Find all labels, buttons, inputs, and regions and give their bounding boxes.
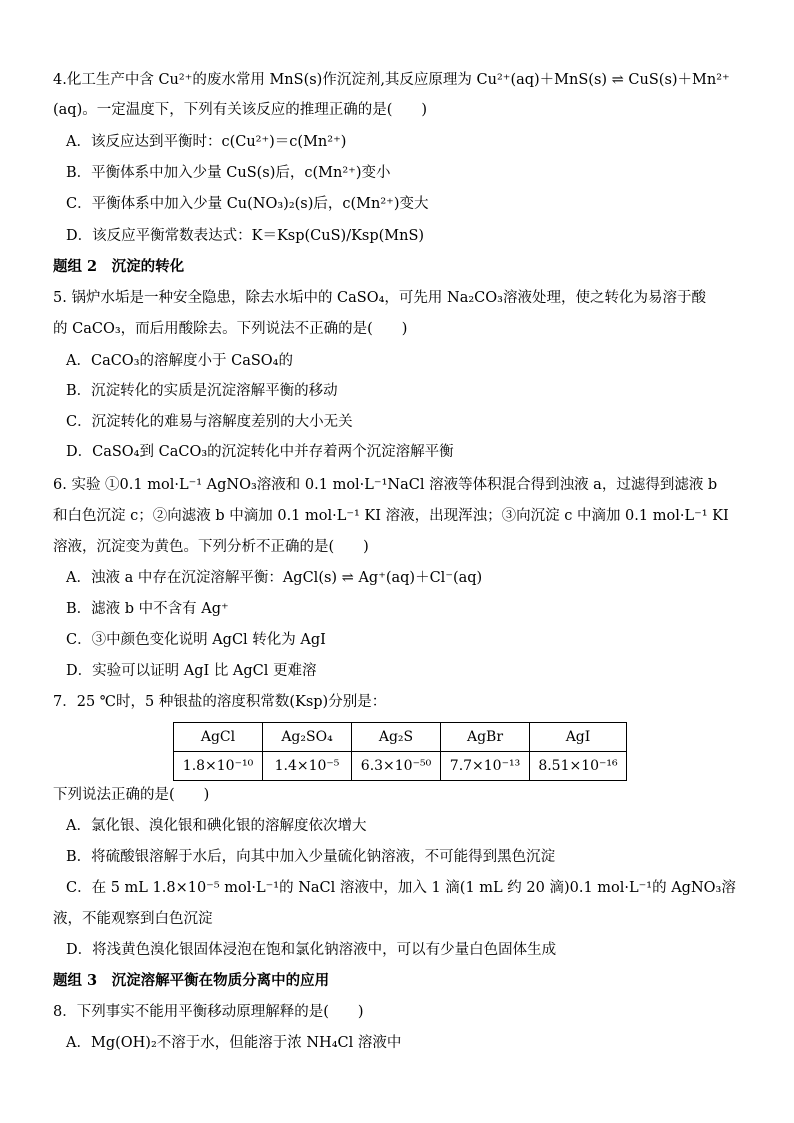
q7-option-c-line-1: C．在 5 mL 1.8×10⁻⁵ mol·L⁻¹的 NaCl 溶液中，加入 1 滴(1 mL 约 20 滴)0.1 mol·L⁻¹的 AgNO₃溶 <box>66 880 736 896</box>
q4-option-a: A．该反应达到平衡时：c(Cu²⁺)＝c(Mn²⁺) <box>66 134 347 150</box>
q6-option-b: B．滤液 b 中不含有 Ag⁺ <box>66 601 229 617</box>
q5-option-d: D．CaSO₄到 CaCO₃的沉淀转化中并存着两个沉淀溶解平衡 <box>66 444 454 460</box>
q6-stem-line-1: 6. 实验 ①0.1 mol·L⁻¹ AgNO₃溶液和 0.1 mol·L⁻¹NaCl 溶液等体积混合得到浊液 a，过滤得到滤液 b <box>53 477 718 493</box>
q6-stem-line-3: 溶液，沉淀变为黄色。下列分析不正确的是( ) <box>53 539 369 555</box>
q5-option-b: B．沉淀转化的实质是沉淀溶解平衡的移动 <box>66 383 338 399</box>
group-3-heading: 题组 3 沉淀溶解平衡在物质分离中的应用 <box>53 972 330 989</box>
q8-option-a: A．Mg(OH)₂不溶于水，但能溶于浓 NH₄Cl 溶液中 <box>66 1035 402 1051</box>
q7-option-b: B．将硫酸银溶解于水后，向其中加入少量硫化钠溶液，不可能得到黑色沉淀 <box>66 849 556 865</box>
q5-option-c: C．沉淀转化的难易与溶解度差别的大小无关 <box>66 414 353 430</box>
q7-question: 下列说法正确的是( ) <box>53 787 210 803</box>
q7-stem: 7．25 ℃时，5 种银盐的溶度积常数(Ksp)分别是： <box>53 694 387 710</box>
ksp-value-row <box>174 752 627 781</box>
group-2-heading: 题组 2 沉淀的转化 <box>53 258 185 275</box>
ksp-header-cell: AgBr <box>441 723 530 752</box>
ksp-value-cell: 7.7×10⁻¹³ <box>441 752 530 781</box>
ksp-value-cell: 1.4×10⁻⁵ <box>263 752 352 781</box>
q4-option-d: D．该反应平衡常数表达式：K＝Ksp(CuS)/Ksp(MnS) <box>66 228 425 244</box>
ksp-header-row <box>174 723 627 752</box>
q6-option-c: C．③中颜色变化说明 AgCl 转化为 AgI <box>66 632 326 648</box>
ksp-header-cell: Ag₂S <box>352 723 441 752</box>
q8-stem: 8．下列事实不能用平衡移动原理解释的是( ) <box>53 1004 364 1020</box>
ksp-header-cell: AgI <box>530 723 627 752</box>
q5-stem-line-2: 的 CaCO₃，而后用酸除去。下列说法不正确的是( ) <box>53 321 408 337</box>
q6-option-d: D．实验可以证明 AgI 比 AgCl 更难溶 <box>66 663 317 679</box>
q5-option-a: A．CaCO₃的溶解度小于 CaSO₄的 <box>66 353 293 369</box>
ksp-header-cell: Ag₂SO₄ <box>263 723 352 752</box>
q7-option-c-line-2: 液，不能观察到白色沉淀 <box>53 911 213 927</box>
ksp-value-cell: 6.3×10⁻⁵⁰ <box>352 752 441 781</box>
q7-option-d: D．将浅黄色溴化银固体浸泡在饱和氯化钠溶液中，可以有少量白色固体生成 <box>66 942 557 958</box>
q6-stem-line-2: 和白色沉淀 c；②向滤液 b 中滴加 0.1 mol·L⁻¹ KI 溶液，出现浑浊；③向沉淀 c 中滴加 0.1 mol·L⁻¹ KI <box>53 508 729 524</box>
ksp-table <box>173 722 627 781</box>
q4-stem-line-2: (aq)。一定温度下，下列有关该反应的推理正确的是( ) <box>53 102 428 118</box>
q6-option-a: A．浊液 a 中存在沉淀溶解平衡：AgCl(s) ⇌ Ag⁺(aq)＋Cl⁻(aq) <box>66 570 483 586</box>
q4-option-c: C．平衡体系中加入少量 Cu(NO₃)₂(s)后，c(Mn²⁺)变大 <box>66 196 429 212</box>
ksp-value-cell: 8.51×10⁻¹⁶ <box>530 752 627 781</box>
q4-option-b: B．平衡体系中加入少量 CuS(s)后，c(Mn²⁺)变小 <box>66 165 391 181</box>
ksp-header-cell: AgCl <box>174 723 263 752</box>
q7-option-a: A．氯化银、溴化银和碘化银的溶解度依次增大 <box>66 818 367 834</box>
q4-stem-line-1: 4.化工生产中含 Cu²⁺的废水常用 MnS(s)作沉淀剂,其反应原理为 Cu²⁺(aq)＋MnS(s) ⇌ CuS(s)＋Mn²⁺ <box>53 72 730 88</box>
ksp-value-cell: 1.8×10⁻¹⁰ <box>174 752 263 781</box>
q5-stem-line-1: 5. 锅炉水垢是一种安全隐患，除去水垢中的 CaSO₄，可先用 Na₂CO₃溶液处理，使之转化为易溶于酸 <box>53 290 706 306</box>
